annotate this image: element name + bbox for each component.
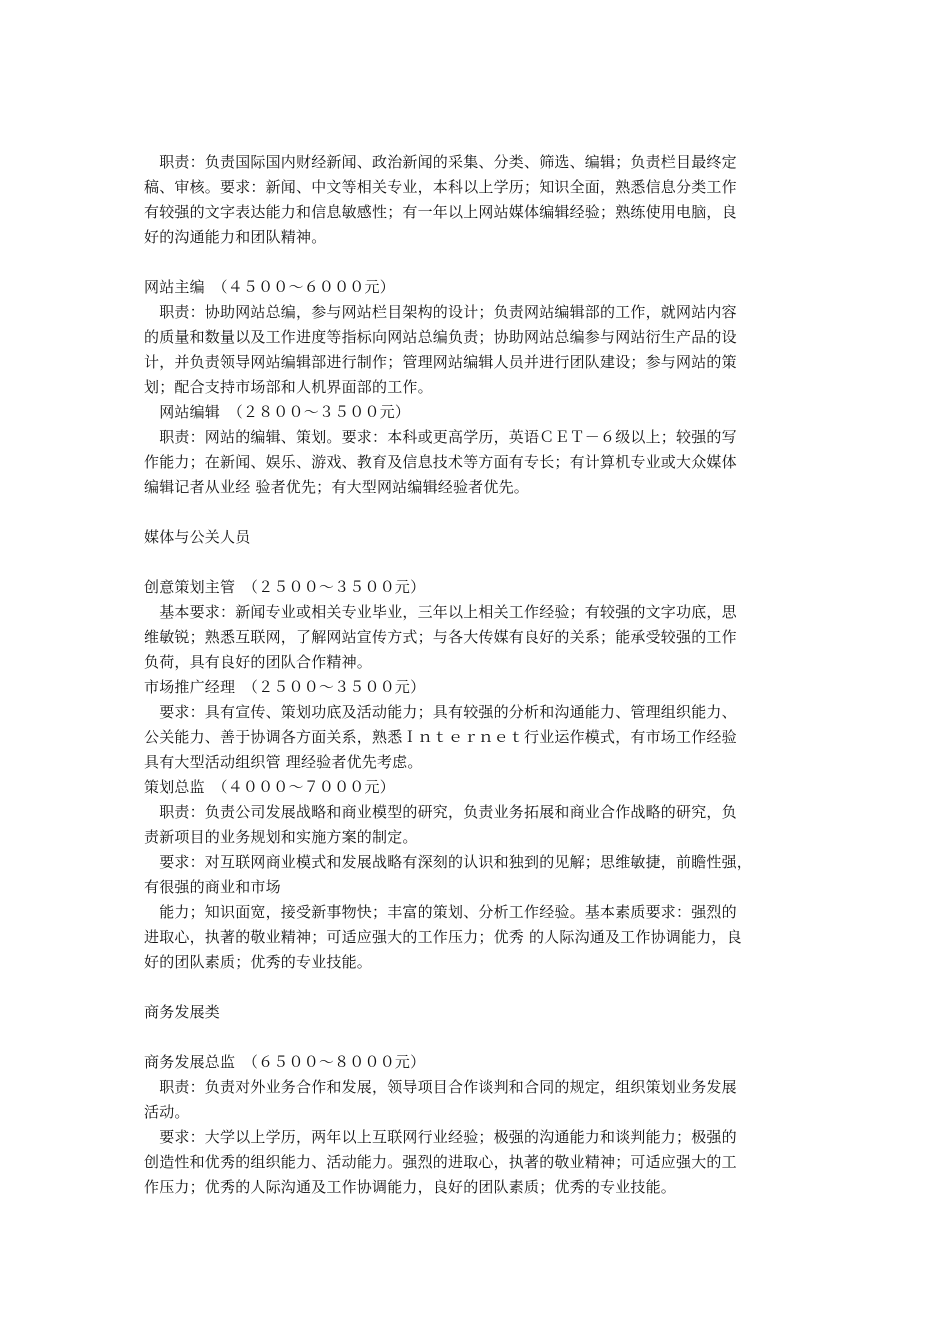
body-text-line: 活动。 — [144, 1103, 190, 1121]
body-text-line: 划；配合支持市场部和人机界面部的工作。 — [144, 378, 433, 396]
body-text-line: 进取心，执著的敬业精神；可适应强大的工作压力；优秀 的人际沟通及工作协调能力，良 — [144, 928, 742, 946]
section-heading: 商务发展类 — [144, 1003, 221, 1021]
body-text-line: 要求：大学以上学历，两年以上互联网行业经验；极强的沟通能力和谈判能力；极强的 — [144, 1128, 737, 1146]
job-title-heading: 网站主编 （４５００～６０００元） — [144, 278, 395, 296]
body-text-line: 有很强的商业和市场 — [144, 878, 281, 896]
body-text-line: 基本要求：新闻专业或相关专业毕业，三年以上相关工作经验；有较强的文字功底，思 — [144, 603, 737, 621]
body-text-line: 创造性和优秀的组织能力、活动能力。强烈的进取心，执著的敬业精神；可适应强大的工 — [144, 1153, 737, 1171]
section-heading: 媒体与公关人员 — [144, 528, 251, 546]
body-text-line: 好的团队素质；优秀的专业技能。 — [144, 953, 373, 971]
body-text-line: 职责：协助网站总编，参与网站栏目架构的设计；负责网站编辑部的工作，就网站内容 — [144, 303, 737, 321]
body-text-line: 负荷，具有良好的团队合作精神。 — [144, 653, 373, 671]
body-text-line: 计，并负责领导网站编辑部进行制作；管理网站编辑人员并进行团队建设；参与网站的策 — [144, 353, 737, 371]
job-title-heading: 创意策划主管 （２５００～３５００元） — [144, 578, 426, 596]
body-text-line: 责新项目的业务规划和实施方案的制定。 — [144, 828, 418, 846]
job-title-heading: 网站编辑 （２８００～３５００元） — [144, 403, 411, 421]
body-text-line: 职责：网站的编辑、策划。要求：本科或更高学历，英语ＣＥＴ－６级以上；较强的写 — [144, 428, 737, 446]
body-text-line: 公关能力、善于协调各方面关系，熟悉Ｉｎｔｅｒｎｅｔ行业运作模式，有市场工作经验 — [144, 728, 737, 746]
body-text-line: 编辑记者从业经 验者优先；有大型网站编辑经验者优先。 — [144, 478, 529, 496]
body-text-line: 要求：具有宣传、策划功底及活动能力；具有较强的分析和沟通能力、管理组织能力、 — [144, 703, 737, 721]
job-title-heading: 市场推广经理 （２５００～３５００元） — [144, 678, 426, 696]
body-text-line: 要求：对互联网商业模式和发展战略有深刻的认识和独到的见解；思维敏捷，前瞻性强， — [144, 853, 753, 871]
body-text-line: 有较强的文字表达能力和信息敏感性；有一年以上网站媒体编辑经验；熟练使用电脑，良 — [144, 203, 737, 221]
body-text-line: 稿、审核。要求：新闻、中文等相关专业，本科以上学历；知识全面，熟悉信息分类工作 — [144, 178, 737, 196]
body-text-line: 能力；知识面宽，接受新事物快；丰富的策划、分析工作经验。基本素质要求：强烈的 — [144, 903, 737, 921]
body-text-line: 作能力；在新闻、娱乐、游戏、教育及信息技术等方面有专长；有计算机专业或大众媒体 — [144, 453, 737, 471]
body-text-line: 职责：负责对外业务合作和发展，领导项目合作谈判和合同的规定，组织策划业务发展 — [144, 1078, 737, 1096]
job-title-heading: 策划总监 （４０００～７０００元） — [144, 778, 395, 796]
body-text-line: 好的沟通能力和团队精神。 — [144, 228, 327, 246]
body-text-line: 职责：负责国际国内财经新闻、政治新闻的采集、分类、筛选、编辑；负责栏目最终定 — [144, 153, 737, 171]
job-title-heading: 商务发展总监 （６５００～８０００元） — [144, 1053, 426, 1071]
body-text-line: 职责：负责公司发展战略和商业模型的研究，负责业务拓展和商业合作战略的研究，负 — [144, 803, 737, 821]
body-text-line: 作压力；优秀的人际沟通及工作协调能力，良好的团队素质；优秀的专业技能。 — [144, 1178, 677, 1196]
body-text-line: 的质量和数量以及工作进度等指标向网站总编负责；协助网站总编参与网站衍生产品的设 — [144, 328, 737, 346]
body-text-line: 维敏锐；熟悉互联网，了解网站宣传方式；与各大传媒有良好的关系；能承受较强的工作 — [144, 628, 737, 646]
body-text-line: 具有大型活动组织管 理经验者优先考虑。 — [144, 753, 423, 771]
